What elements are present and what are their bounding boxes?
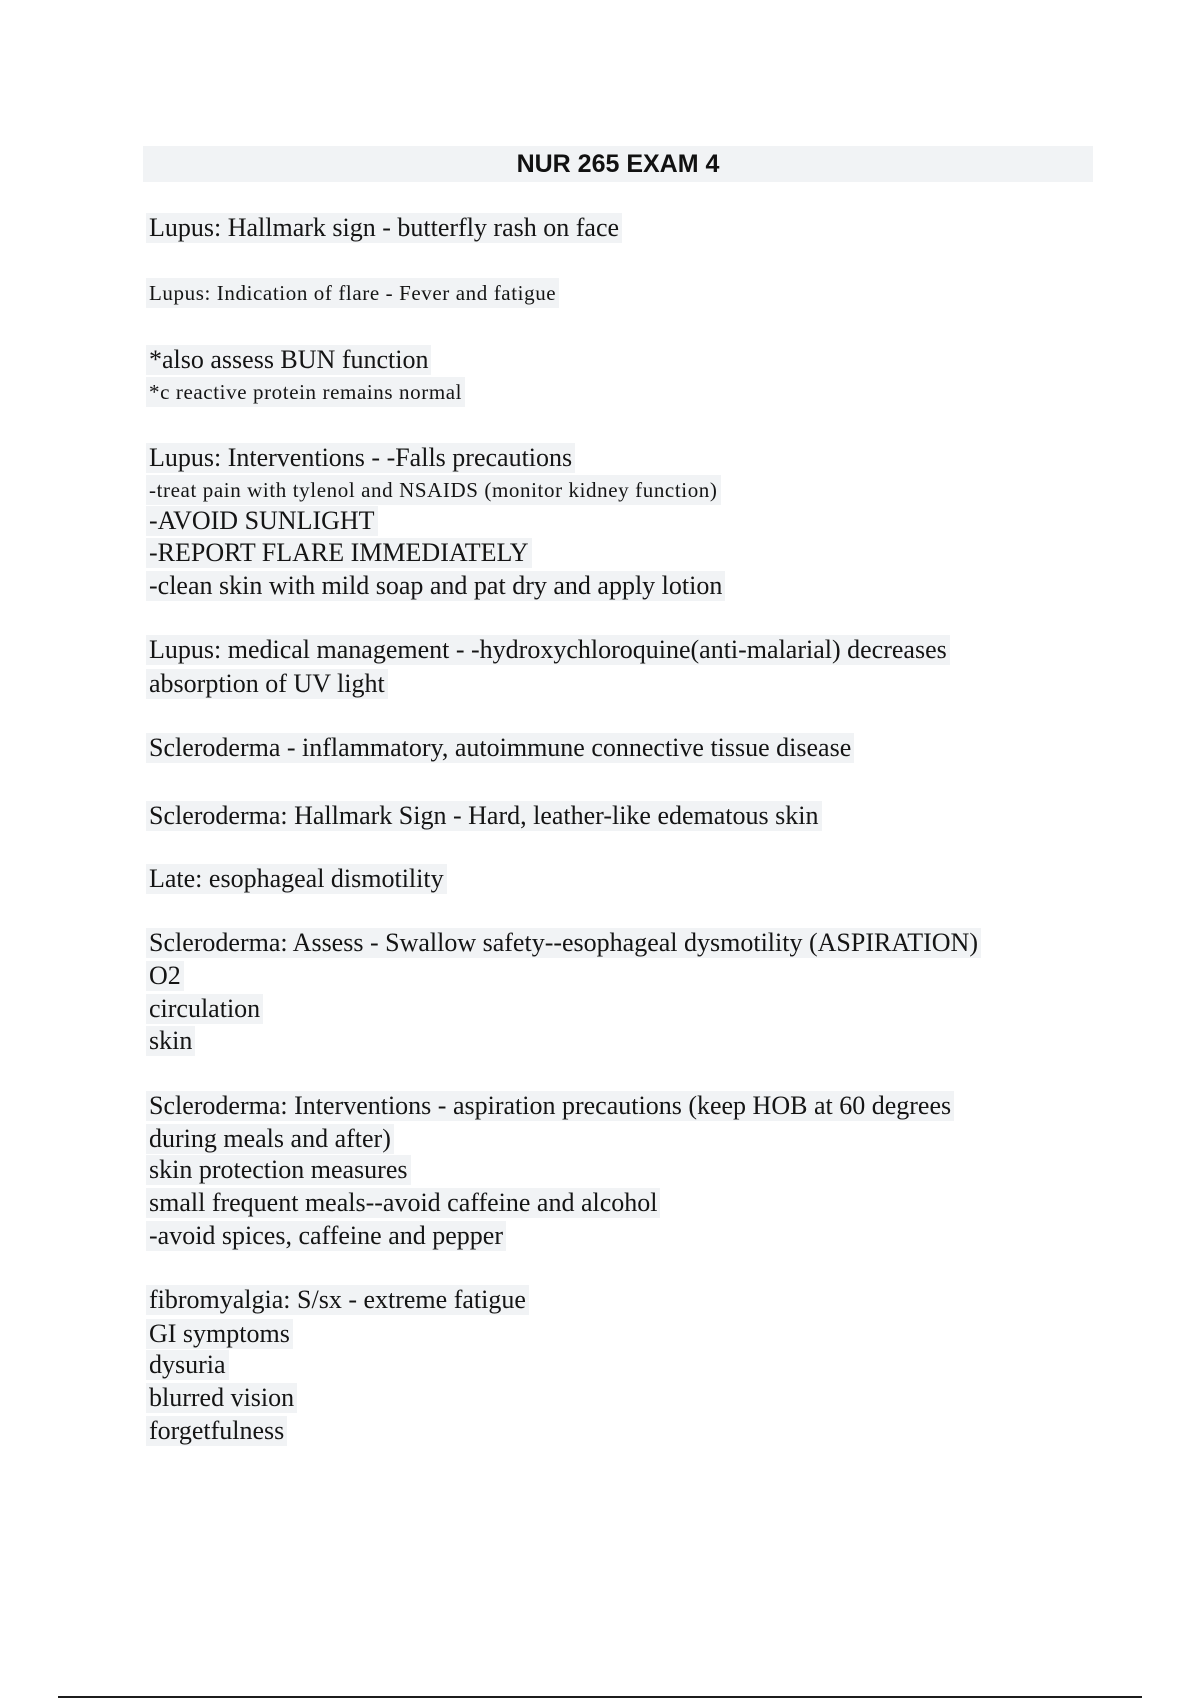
note-line: blurred vision	[146, 1383, 297, 1413]
note-line: circulation	[146, 994, 263, 1024]
note-line: *also assess BUN function	[146, 345, 431, 375]
note-line: dysuria	[146, 1350, 229, 1380]
note-line: absorption of UV light	[146, 669, 388, 699]
note-line: Scleroderma: Interventions - aspiration precautions (keep HOB at 60 degrees	[146, 1091, 954, 1121]
note-line: forgetfulness	[146, 1416, 287, 1446]
note-line: -treat pain with tylenol and NSAIDS (monitor kidney function)	[146, 475, 721, 505]
note-line: Scleroderma - inflammatory, autoimmune connective tissue disease	[146, 733, 854, 763]
note-line: Lupus: Indication of flare - Fever and fatigue	[146, 278, 559, 308]
note-line: GI symptoms	[146, 1319, 293, 1349]
note-line: Scleroderma: Hallmark Sign - Hard, leather-like edematous skin	[146, 801, 822, 831]
note-line: Scleroderma: Assess - Swallow safety--esophageal dysmotility (ASPIRATION)	[146, 928, 981, 958]
note-line: Lupus: medical management - -hydroxychloroquine(anti-malarial) decreases	[146, 635, 950, 665]
note-line: skin protection measures	[146, 1155, 411, 1185]
page-title: NUR 265 EXAM 4	[516, 150, 720, 178]
note-line: O2	[146, 961, 184, 991]
note-line: during meals and after)	[146, 1124, 394, 1154]
note-line: fibromyalgia: S/sx - extreme fatigue	[146, 1285, 529, 1315]
footer-rule	[58, 1696, 1142, 1698]
note-line: -REPORT FLARE IMMEDIATELY	[146, 538, 532, 568]
note-line: -AVOID SUNLIGHT	[146, 506, 378, 536]
note-line: *c reactive protein remains normal	[146, 377, 465, 407]
note-line: Lupus: Interventions - -Falls precautions	[146, 443, 575, 473]
note-line: -clean skin with mild soap and pat dry and apply lotion	[146, 571, 725, 601]
note-line: -avoid spices, caffeine and pepper	[146, 1221, 506, 1251]
note-line: Lupus: Hallmark sign - butterfly rash on face	[146, 213, 622, 243]
note-line: skin	[146, 1026, 195, 1056]
note-line: small frequent meals--avoid caffeine and alcohol	[146, 1188, 660, 1218]
note-line: Late: esophageal dismotility	[146, 864, 447, 894]
title-banner	[143, 146, 1093, 182]
